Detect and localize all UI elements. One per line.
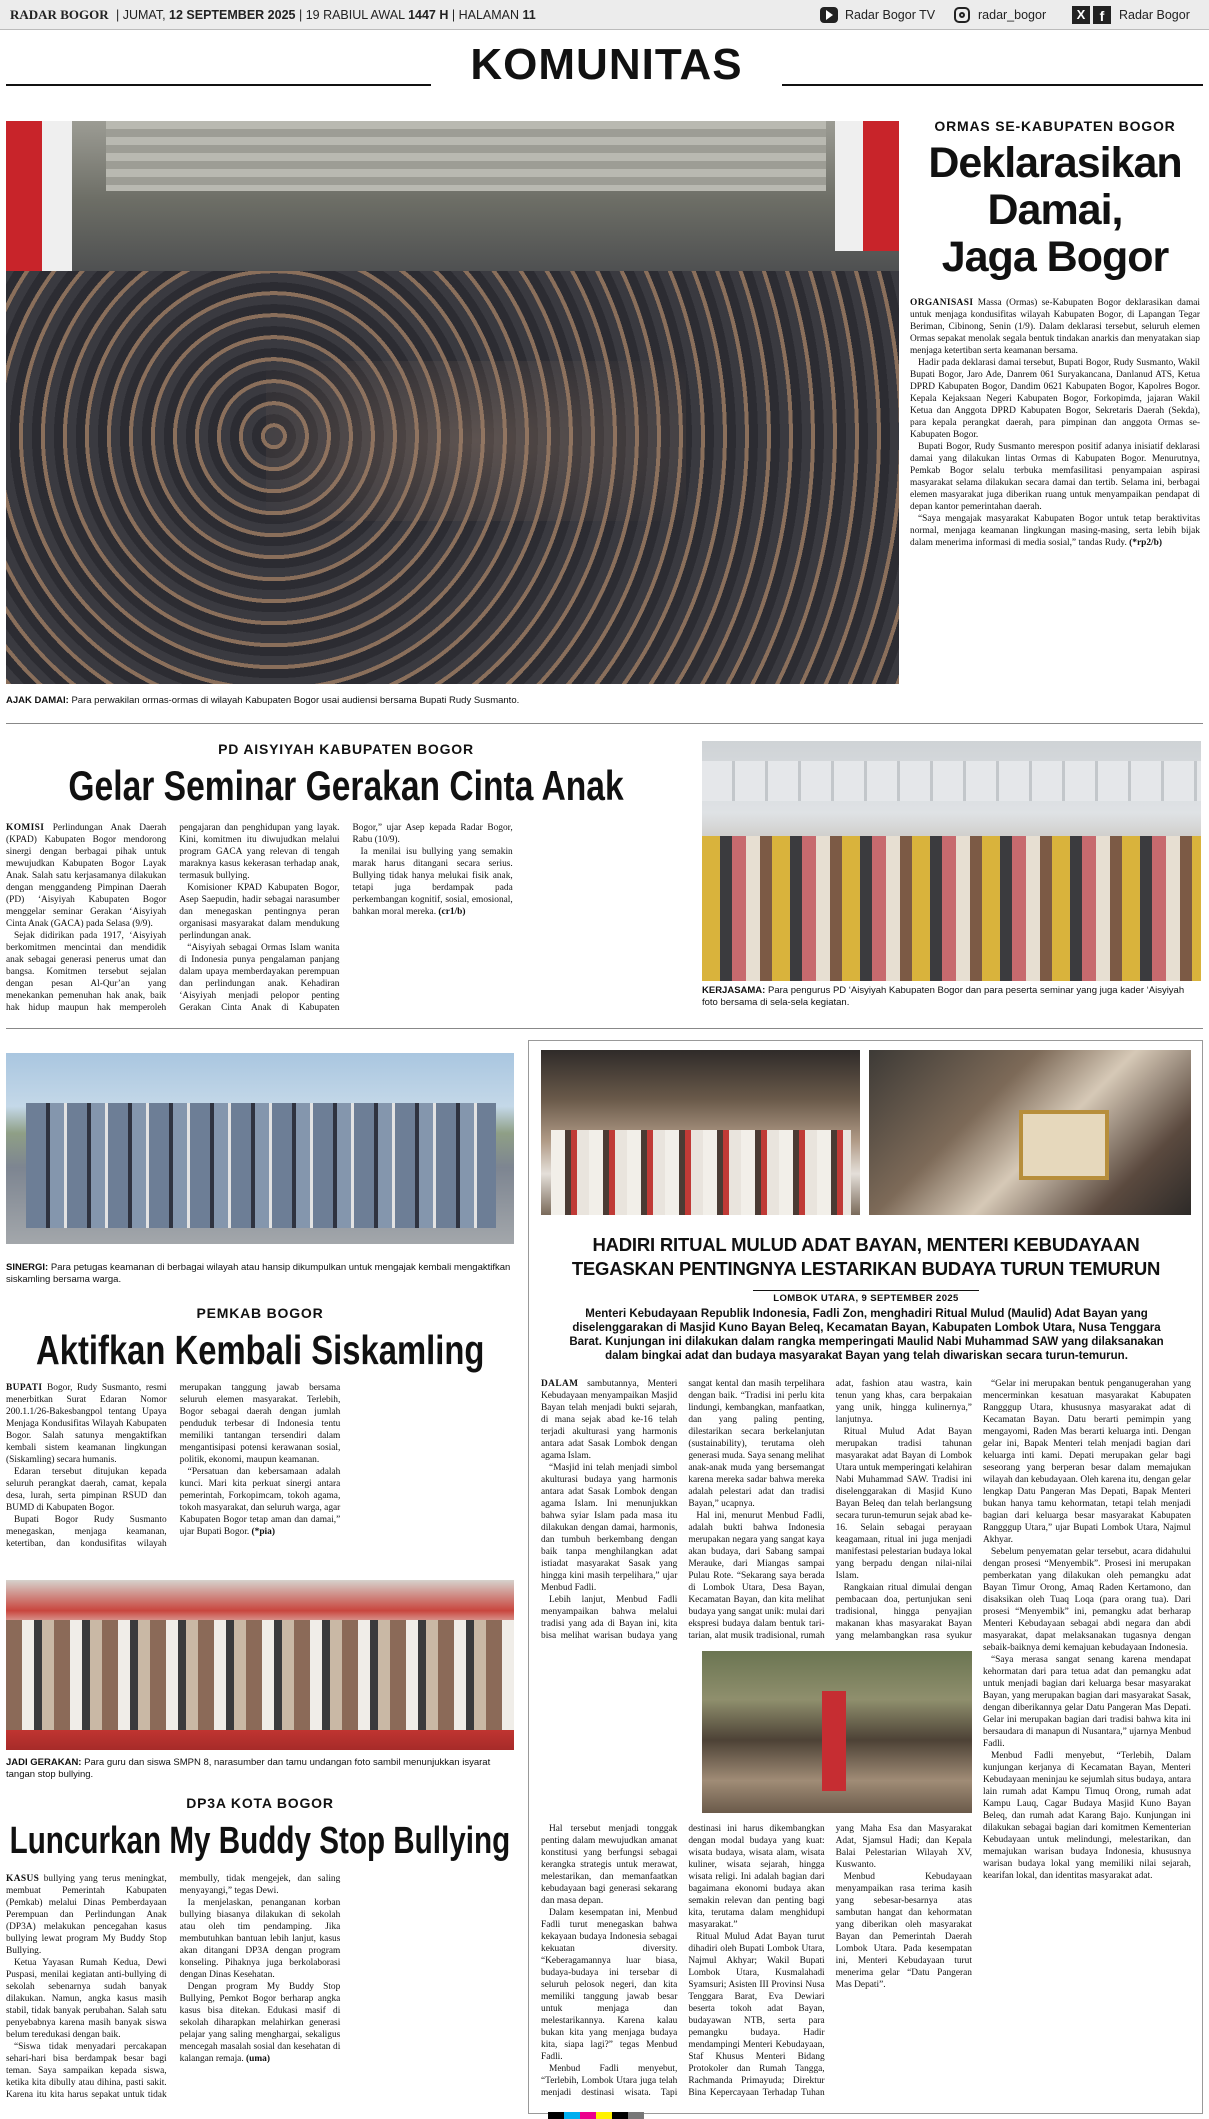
paragraph: Ketua Yayasan Rumah Kedua, Dewi Puspasi, menilai kegiatan anti-bullying di sekolah sebenarnya sudah banyak dilakukan. Namun, angka kasus masih stabil, tidak banyak perubahan. Salah satu penyebabnya karena masih banyak siswa belum teredukasi dengan baik. [6,1958,167,2040]
masthead-bar [0,0,1209,30]
caption-siskamling [6,1262,514,1286]
headline-line-1: Deklarasikan [928,139,1182,187]
section-title: KOMUNITAS [470,40,743,89]
page-number: 11 [522,8,536,22]
kicker-aisyiyah: PD AISYIYAH KABUPATEN BOGOR [218,741,474,757]
caption-label: SINERGI: [6,1262,49,1273]
headline-aisyiyah-box [6,760,686,812]
paragraph: Bogor, Rudy Susmanto, resmi menerbitkan Surat Edaran Nomor 200.1.1/26-Bakesbangpol tentang Upaya Menjaga Kondusifitas Wilayah Kabupaten Bogor. Salah satunya mengaktifkan kembali sistem keamanan lingkungan (Siskamling) secara humanis. [6,1383,167,1465]
paragraph: Menbud Fadli menyebut, “Terlebih, Dalam kunjungan kerjanya di Kecamatan Bayan, Menteri Kebudayaan meninjau ke sejumlah situs budaya, antara lain rumah adat Kampu Timuq Orong, rumah adat Kampu Lauq, Cagar Budaya Masjid Kuno Bayan Beleq, dan rumah adat Karang Bajo. Kunjungan ini dilakukan sebagai bagian dari komitmen Kementerian Kebudayaan untuk melindungi, melestarikan, dan memajukan warisan budaya Indonesia, khususnya warisan budaya lokal yang memiliki nilai sejarah, kearifan lokal, dan identitas masyarakat adat. [983,1751,1191,1881]
instagram-icon [954,7,970,23]
photo-aisyiyah [702,741,1201,981]
paragraph: Massa (Ormas) se-Kabupaten Bogor deklarasikan damai untuk menjaga kondusifitas wilayah Kabupaten Bogor, di Lapangan Tegar Beriman, Cibinong, Senin (1/9). Dalam deklarasi tersebut, seluruh elemen Ormas sepakat menolak segala bentuk tindakan anarkis dan menyatakan siap menjaga ketertiban serta keamanan bersama. [910,298,1200,356]
paragraph: Komisioner KPAD Kabupaten Bogor, Asep Saepudin, hadir sebagai narasumber dan menegaskan pentingnya peran organisasi masyarakat dalam mendukung perlindungan anak. [179,883,340,941]
lead-word: DALAM [541,1379,579,1389]
author-sign: (*pia) [251,1527,275,1537]
lead-word: ORGANISASI [910,298,974,308]
paragraph: Edaran tersebut ditujukan kepada seluruh perangkat daerah, camat, kepala desa, lurah, serta pimpinan RSUD dan BUMD di Kabupaten Bogor. [6,1467,167,1513]
paragraph: Perlindungan Anak Daerah (KPAD) Kabupaten Bogor mendorong sinergi dengan berbagai pihak untuk mewujudkan Kabupaten Bogor Layak Anak. Salah satu kerjasamanya dilakukan dengan menggandeng Pimpinan Daerah (PD) ‘Aisyiyah Kabupaten Bogor menggelar seminar Gerakan ‘Aisyiyah Cinta Anak (GACA) pada Selasa (9/9). [6,823,167,929]
photo-ormas [6,121,899,684]
dateline-rule [753,1290,979,1291]
body-siskamling [6,1382,514,1560]
caption-aisyiyah [702,985,1201,1009]
body-bullying [6,1873,514,2109]
paragraph: Ritual Mulud Adat Bayan merupakan tradisi tahunan masyarakat adat Bayan di Lombok Utara untuk memperingati kelahiran Nabi Muhammad SAW. Tradisi ini diselenggarakan di Masjid Kuno Bayan Beleq dan telah berlangsung secara turun-temurun sejak abad ke-16. Selain sebagai perayaan keagamaan, ritual ini juga menjadi manifestasi pelestarian budaya lokal yang berpadu dengan nilai-nilai Islam. [835,1427,972,1581]
headline-bullying-box [6,1817,514,1865]
dateline-mulud: LOMBOK UTARA, 9 SEPTEMBER 2025 [773,1293,959,1304]
headline-line-1: HADIRI RITUAL MULUD ADAT BAYAN, MENTERI KEBUDAYAAN [592,1234,1140,1255]
paragraph: Bupati Bogor Rudy Susmanto menegaskan, menjaga keamanan, ketertiban, dan kondusifitas wilayah merupakan tanggung jawab bersama seluruh elemen masyarakat. Terlebih, Bogor sebagai daerah dengan jumlah penduduk terbesar di Indonesia tentu memiliki tantangan tersendiri dalam mengantisipasi potensi kerawanan sosial, politik, ekonomi, maupun keamanan. [6,1383,341,1549]
caption-text: Para perwakilan ormas-ormas di wilayah Kabupaten Bogor usai audiensi bersama Bupati Rudy Susmanto. [71,695,520,706]
section-rule-left [6,84,431,86]
facebook-icon: f [1093,6,1111,24]
headline-siskamling-box [6,1325,514,1375]
paragraph: Bupati Bogor, Rudy Susmanto merespon positif adanya inisiatif deklarasi damai yang dilakukan lintas Ormas di Kabupaten Bogor. Menurutnya, Pemkab Bogor selalu terbuka memfasilitasi penyampaian aspirasi masyarakat selama dilakukan secara damai dan tertib. Selama ini, berbagai elemen masyarakat juga diberikan ruang untuk menyampaikan pendapat di depan kantor pemerintahan daerah. [910,442,1200,512]
paragraph: Menbud Fadli menyebut, “Terlebih, Lombok Utara juga telah menjadi destinasi wisata. Tapi destinasi ini harus dikembangkan dengan modal budaya yang kuat: wisata budaya, wisata alam, wisata kuliner, wisata sejarah, hingga wisata religi. Ini adalah bagian dari bagaimana ekonomi budaya akan semakin relevan dan penting bagi kita, terutama dalam menghidupi masyarakat.” [541,1824,825,2098]
caption-text: Para petugas keamanan di berbagai wilayah atau hansip dikumpulkan untuk mengajak kembali mengaktifkan siskamling bersama warga. [6,1262,511,1285]
caption-text: Para pengurus PD ‘Aisyiyah Kabupaten Bogor dan para peserta seminar yang juga kader ‘Aisyiyah foto bersama di sela-sela kegiatan. [702,985,1185,1008]
paragraph: Ia menilai isu bullying yang semakin marak harus ditangani secara serius. Bullying tidak hanya melukai fisik anak, tetapi juga berdampak pada perkembangan kognitif, sosial, emosional, bahkan moral mereka. [352,847,513,917]
author-sign: (uma) [246,2054,270,2064]
caption-label: KERJASAMA: [702,985,766,996]
caption-label: AJAK DAMAI: [6,695,69,706]
body-mulud-col2 [541,1823,972,2109]
lead-word: BUPATI [6,1383,43,1393]
photo-bullying [6,1580,514,1750]
paragraph: “Masjid ini telah menjadi simbol akulturasi budaya yang harmonis antara adat Sasak Lombok dengan agama Islam. Ini menunjukkan bahwa syiar Islam pada masa itu dilakukan dengan damai, harmonis, dan tumbuh berkembang dengan baik tanpa menghilangkan adat istiadat masyarakat Sasak yang hingga kini masih terpelihara,” ujar Menbud Fadli. [541,1463,678,1593]
deck-mulud: Menteri Kebudayaan Republik Indonesia, Fadli Zon, menghadiri Ritual Mulud (Maulid) Adat Bayan yang diselenggarakan di Masjid Kuno Bayan Beleq, Kecamatan Bayan, Kabupaten Lombok Utara, Nusa Tenggara Barat. Kunjungan ini dilakukan dalam rangka memperingati Maulid Nabi Muhammad SAW yang dilaksanakan dalam bingkai adat dan budaya masyarakat Bayan yang telah diwariskan secara turun-temurun. [569,1308,1164,1362]
paragraph: “Saya mengajak masyarakat Kabupaten Bogor untuk tetap beraktivitas normal, menjaga keamanan lingkungan masing-masing, serta lebih bijak dalam menerima informasi di media sosial,” tandas Rudy. [910,514,1200,548]
edition-date: 12 SEPTEMBER 2025 [169,8,296,22]
social-tv [820,7,838,23]
lead-word: KASUS [6,1874,40,1884]
lead-word: KOMISI [6,823,45,833]
paragraph: Sebelum penyematan gelar tersebut, acara didahului dengan prosesi “Menyembik”. Prosesi ini merupakan pemberkatan yang dilakukan oleh pemangku adat Bayan Timur Orong, Amaq Raden Kertamono, dan disaksikan oleh Tuaq Loqa (para orang tua). Dari prosesi “Menyembik” ini, pemangku adat berharap Menteri Kebudayaan sebagai abdi negara dan abdi masyarakat, dapat melaksanakan tugasnya dengan sebaik-baiknya demi kemajuan kebudayaan Indonesia. [983,1547,1191,1653]
headline-siskamling: Aktifkan Kembali Siskamling [35,1327,485,1373]
paragraph: Dengan program My Buddy Stop Bullying, Pemkot Bogor berharap angka kasus bisa ditekan. Edukasi masif di sekolah diharapkan melahirkan generasi pelajar yang saling menghargai, sekaligus mencegah masalah sosial dan kesehatan di kalangan remaja. [179,1982,341,2064]
author-sign: (cr1/b) [438,907,466,917]
registration-marks [548,2112,644,2119]
headline-line-2: Damai, [987,186,1123,234]
hijri-year: 1447 H [408,8,449,22]
divider [6,723,1203,724]
divider [6,1028,1203,1029]
body-ormas [910,297,1200,709]
headline-line-2: TEGASKAN PENTINGNYA LESTARIKAN BUDAYA TURUN TEMURUN [571,1258,1161,1279]
x-icon: X [1072,6,1090,24]
author-sign: (*rp2/b) [1129,538,1162,548]
paragraph: Menbud Kebudayaan menyampaikan rasa terima kasih yang sebesar-besarnya atas sambutan hangat dan kehormatan yang diberikan oleh masyarakat Bayan dan Pemerintah Daerah Lombok Utara. Pada kesempatan ini, Menteri Kebudayaan turut menerima gelar “Datu Pangeran Mas Depati”. [835,1872,972,1990]
social-tv-label: Radar Bogor TV [845,8,936,22]
headline-bullying: Luncurkan My Buddy Stop Bullying [9,1820,511,1862]
date-prefix: | JUMAT, [116,8,166,22]
photo-mulud-3 [702,1651,972,1813]
caption-label: JADI GERAKAN: [6,1757,82,1768]
paragraph: “Persatuan dan kebersamaan adalah kunci. Mari kita perkuat sinergi antara pemerintah, Forkopimcam, tokoh agama, tokoh masyarakat, dan seluruh warga, agar Kabupaten Bogor tetap aman dan damai,” ujar Bupati Bogor. [179,1467,341,1537]
paragraph: Dalam kesempatan ini, Menbud Fadli turut menegaskan bahwa kekayaan budaya Indonesia sebagai kekuatan diversity. “Keberagamannya luar biasa, budaya-budaya ini tersebar di seluruh pelosok negeri, dan kita memiliki tanggung jawab besar untuk menjaga dan melestarikannya. Karena kalau bukan kita yang menjaga budaya kita, siapa lagi?” tegas Menbud Fadli. [541,1908,678,2062]
photo-mulud-1 [541,1050,860,1215]
headline-ormas [910,140,1200,281]
hijri-prefix: | 19 RABIUL AWAL [298,8,405,22]
paragraph: bullying yang terus meningkat, membuat Pemerintah Kabupaten (Pemkab) melalui Dinas Pemberdayaan Perempuan dan Perlindungan Anak (DP3A) melakukan pencegahan kasus bullying lewat program My Buddy Stop Bullying. [6,1874,167,1956]
page-prefix: | HALAMAN [451,8,520,22]
paragraph: Ia menjelaskan, penanganan korban bullying biasanya dilakukan di sekolah atau oleh tim pendamping. Jika membutuhkan bantuan lebih lanjut, kasus akan ditangani DP3A dengan program konseling. Pihaknya juga berkolaborasi dengan Dinas Kesehatan. [179,1898,341,1980]
headline-aisyiyah: Gelar Seminar Gerakan Cinta Anak [68,762,624,809]
paragraph: Ritual Mulud Adat Bayan turut dihadiri oleh Bupati Lombok Utara, Najmul Akhyar; Wakil Bupati Lombok Utara, Kusmalahadi Syamsuri; Asisten III Provinsi Nusa Tenggara Barat, Eva Dewiari beserta tokoh adat Bayan, budayawan NTB, serta para pemangku budaya. Hadir mendampingi Menteri Kebudayaan, Staf Khusus Menteri Bidang Protokoler dan Rumah Tangga, Rachmanda Primayuda; Direktur Bina Kepercayaan Terhadap Tuhan yang Maha Esa dan Masyarakat Adat, Sjamsul Hadi; dan Kepala Balai Pelestarian Wilayah XV, Kuswanto. [688,1824,972,2098]
section-rule-right [782,84,1203,86]
kicker-ormas: ORMAS SE-KABUPATEN BOGOR [934,118,1176,134]
paper-name: RADAR BOGOR [10,7,109,22]
paragraph: Rangkaian ritual dimulai dengan pembacaan doa, pertunjukan seni tradisional, hingga penyajian makanan khas masyarakat Bayan yang melambangkan rasa syukur [835,1583,972,1641]
body-mulud-col1 [541,1378,972,1651]
paragraph: sambutannya, Menteri Kebudayaan menyampaikan Masjid Bayan telah menjadi bukti sejarah, di mana sejak abad ke-16 telah terjadi akulturasi yang harmonis antara adat Sasak Lombok dengan agama Islam. [541,1379,678,1461]
headline-mulud [541,1233,1191,1281]
paragraph: Lebih lanjut, Menbud Fadli menyampaikan bahwa melalui tradisi yang ada di Bayan ini, kita bisa melihat warisan budaya yang sangat kental dan masih terpelihara dengan baik. “Tradisi ini perlu kita lindungi, kembangkan, manfaatkan, dan yang paling penting, dilestarikan secara berkelanjutan (sustainability), terutama oleh generasi muda. Saya senang melihat anak-anak muda yang bersemangat karena mereka sadar bahwa mereka adalah pelestari adat dan tradisi Bayan,” ucapnya. [541,1379,825,1641]
paragraph: Hal tersebut menjadi tonggak penting dalam mewujudkan amanat konstitusi yang berfungsi sebagai kerangka strategis untuk merawat, melestarikan, dan memanfaatkan kebudayaan bagi generasi sekarang dan masa depan. [541,1824,678,1906]
caption-text: Para guru dan siswa SMPN 8, narasumber dan tamu undangan foto sambil menunjukkan isyarat tangan stop bullying. [6,1757,491,1780]
photo-mulud-2 [869,1050,1191,1215]
social-x-label: Radar Bogor [1119,8,1190,22]
kicker-dp3a: DP3A KOTA BOGOR [186,1795,334,1811]
social-ig-label: radar_bogor [978,8,1047,22]
edition-info [116,0,536,30]
paragraph: Sejak didirikan pada 1917, ‘Aisyiyah berkomitmen mencintai dan mendidik anak sebagai generasi penerus umat dan bangsa. Komitmen tersebut sejalan dengan pesan Al-Qur’an yang menekankan pemenuhan hak anak, baik hak hidup maupun hak memperoleh pengajaran dan penghidupan yang layak. Kini, komitmen itu diwujudkan melalui program GACA yang relevan di tengah maraknya kasus kekerasan terhadap anak, termasuk bullying. [6,823,340,1013]
body-mulud-col3 [983,1378,1191,2109]
paragraph: “Gelar ini merupakan bentuk penganugerahan yang mencerminkan kesatuan masyarakat Kabupaten Rangggup Utara, khususnya masyarakat adat di Kecamatan Bayan. Datu berarti pemimpin yang mengayomi, Raden Mas berarti keluarga inti. Dengan gelar ini, Bapak Menteri telah menjadi bagian dari keluarga inti kami. Depati merupakan gelar bagi seseorang yang berperan besar dalam memajukan wilayah dan kebudayaan. Oleh karena itu, dengan gelar lengkap Datu Pangeran Mas Depati, Bapak Menteri bukan hanya tamu kehormatan, tetapi telah menjadi bagian dari keluarga besar masyarakat Kabupaten Rangggup Utara,” ujar Bupati Lombok Utara, Najmul Akhyar. [983,1379,1191,1545]
paragraph: Hal ini, menurut Menbud Fadli, adalah bukti bahwa Indonesia merupakan negara yang sangat kaya akan budaya, dari Sabang sampai Merauke, dari Miangas sampai Pulau Rote. “Sekarang saya berada di Lombok Utara, Desa Bayan, Kecamatan Bayan, dan kita melihat budaya yang sangat unik: mulai dari ekspresi budaya dalam bentuk tari-tarian, alat musik tradisional, rumah adat, fashion atau wastra, kain tenun yang khas, cara berpakaian yang unik, hingga kulinernya,” lanjutnya. [688,1379,972,1641]
body-aisyiyah [6,822,686,1016]
kicker-pemkab: PEMKAB BOGOR [196,1305,324,1321]
caption-ormas [6,695,899,707]
paragraph: “Saya merasa sangat senang karena mendapat kehormatan dari para tetua adat dan pemangku adat untuk menjadi bagian dari keluarga besar masyarakat Bayan, yang merupakan bagian dari masyarakat Sasak, dengan diberikannya gelar Datu Pangeran Mas Depati. Gelar ini merupakan bagian dari tradisi bahwa kita ini bersaudara di manapun di Nusantara,” ujarnya Menbud Fadli. [983,1655,1191,1749]
headline-line-3: Jaga Bogor [941,233,1169,281]
tv-icon [826,10,833,20]
caption-bullying [6,1757,514,1781]
paragraph: “Aisyiyah sebagai Ormas Islam wanita di Indonesia punya pengalaman panjang dalam upaya memberdayakan perempuan dan perlindungan anak. Kehadiran ‘Aisyiyah menjadi pelopor penting Gerakan Cinta Anak di Kabupaten Bogor,” ujar Asep kepada Radar Bogor, Rabu (10/9). [179,823,513,1013]
photo-siskamling [6,1053,514,1244]
paragraph: “Siswa tidak menyadari percakapan sehari-hari bisa berdampak besar bagi teman. Saya sampaikan kepada siswa, ketika kita dibully atau dihina, pasti sakit. Karena itu kita harus sepakat untuk tidak membully, tidak mengejek, dan saling menyayangi,” tegas Dewi. [6,1874,341,2100]
paragraph: Hadir pada deklarasi damai tersebut, Bupati Bogor, Rudy Susmanto, Wakil Bupati Bogor, Jaro Ade, Danrem 061 Suryakancana, Danlanud ATS, Ketua DPRD Kabupaten Bogor, Dandim 0621 Kabupaten Bogor, Kapolres Bogor. Kepala Kejaksaan Negeri Kabupaten Bogor, Forkopimda, jajaran Wakil Ketua dan Anggota DPRD Kabupaten Bogor, Sekretaris Daerah (Sekda), para kepala perangkat daerah, para pimpinan dan anggota Ormas se-Kabupaten Bogor. [910,358,1200,440]
